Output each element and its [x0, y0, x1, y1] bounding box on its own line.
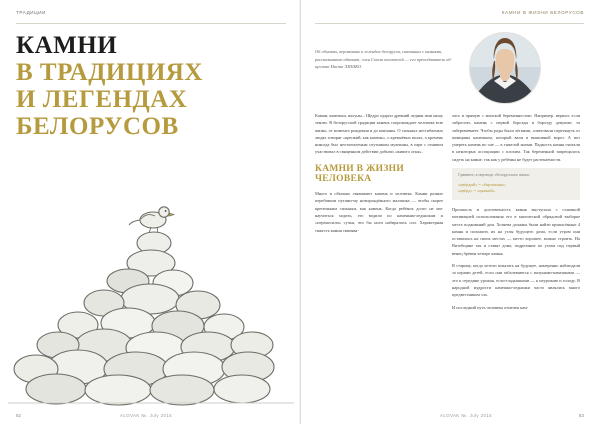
sidebar-note-item: «цвёрдый» = «бярэменна»;	[458, 181, 507, 187]
page-title-line-4: БЕЛОРУСОВ	[16, 113, 179, 140]
paragraph: Прочность и долговечность камня выступала с основной мотивацией использования его в магической обрядовой выборке места подкований дом. Хозяева должны были найти припасённые 4 камня и положить их на углы будущего дома, если утром они оставались на своих местах — место хорошее, можно строить. На Витебщине так и ставят дома, подрезание по углам под первый венец брёвен четыре камня.	[452, 206, 580, 256]
header-rule-left	[16, 23, 286, 24]
author-portrait	[469, 32, 541, 104]
intro-text: Об обычаях, верованиях и легендах белорусов, связанных с камнями, рассказывают адвокат, член Союза писателей — его преподаватель об-щества Наста ЛИШКО.	[315, 49, 452, 70]
page-title-line-3: И ЛЕГЕНДАХ	[16, 86, 188, 113]
column-1	[315, 112, 443, 316]
header-rule-right	[315, 23, 584, 24]
paragraph: Камни, камешки, валуны... Щедро одарил древний ледник ими нашу землю. В белорусской традиции камень сопровождает человека всю жизнь, от момента рождения и до кончины. О сильных несгибаемых людях говорят «крепкий, как камень», о кремнёвых волях, а кремень никогда был неотъемлемым спутником мужчины, в паре с огнивом участвовал в священном действии добычи «живого огня».	[315, 113, 443, 155]
sidebar-note-item: «цвёрд» = «цяжкий».	[458, 188, 496, 194]
paragraph: лась и прямую с женской беременностью. Например, верили: если забросить камень с первой борозды в борозду девушке, та заберемевнеет. Чтобы роды были лёгкими, советовали перетянуть от женщины камешком, который вали в вышивной ворот. А вот умереть камень во сне — к тяжелой жизни. Падкость камня считали в некоторых ассоциации с плохим. Так беременной запрещалось сидеть на камне, так как у ребёнка не будет растекаемости.	[452, 113, 580, 162]
right-page	[300, 0, 600, 424]
section-heading: КАМНИ В ЖИЗНИ ЧЕЛОВЕКА	[315, 163, 405, 185]
paragraph: Много в обычаях связывают камень и человека. Камни разные перебивали путами-му новорождённого мальчика — чтобы скорее крепеньким сильным, как камень. Когда ребёнок долго не мог научиться ходить, его водили по каменьям-ледышкам и «переносили» сучья, что бы ноги набирались сил. Характерная тяжесть камня связыва-	[315, 191, 443, 233]
issue-line-left: ALOVAK №. July 2015	[120, 413, 173, 418]
column-2	[452, 112, 580, 316]
sidebar-note-caption: Сравните, в переводе «белорусского языка:	[458, 173, 530, 178]
bird-icon	[129, 207, 174, 233]
paragraph: В старину, когда хотели показать на будущее, намеренно наблюдали за играми детей, если они забалеваются с валунами-камешками — это к середине урожая, если-гладышками — к неурожаю и голоду. В народной мудрости камешки-ледышки часто являлись много предвестником зла.	[452, 263, 580, 298]
page-title-line-1: КАМНИ	[16, 32, 118, 59]
intro-block	[315, 32, 584, 104]
running-head-left: ТРАДИЦИИ	[16, 10, 46, 15]
issue-line-right: ALOVAK №. July 2015	[439, 413, 492, 418]
running-head-right: КАМНИ В ЖИЗНИ БЕЛОРУСОВ	[501, 10, 584, 15]
sidebar-note	[452, 168, 580, 200]
page-title	[16, 32, 286, 140]
page-title-line-2: В ТРАДИЦИЯХ	[16, 59, 203, 86]
folio-left: 82	[16, 413, 22, 418]
stone-pile-with-bird-illustration	[8, 193, 294, 408]
folio-right: 83	[578, 413, 584, 418]
paragraph: И последний путь человека отмечен кам-	[452, 304, 529, 310]
article-columns	[315, 112, 584, 316]
